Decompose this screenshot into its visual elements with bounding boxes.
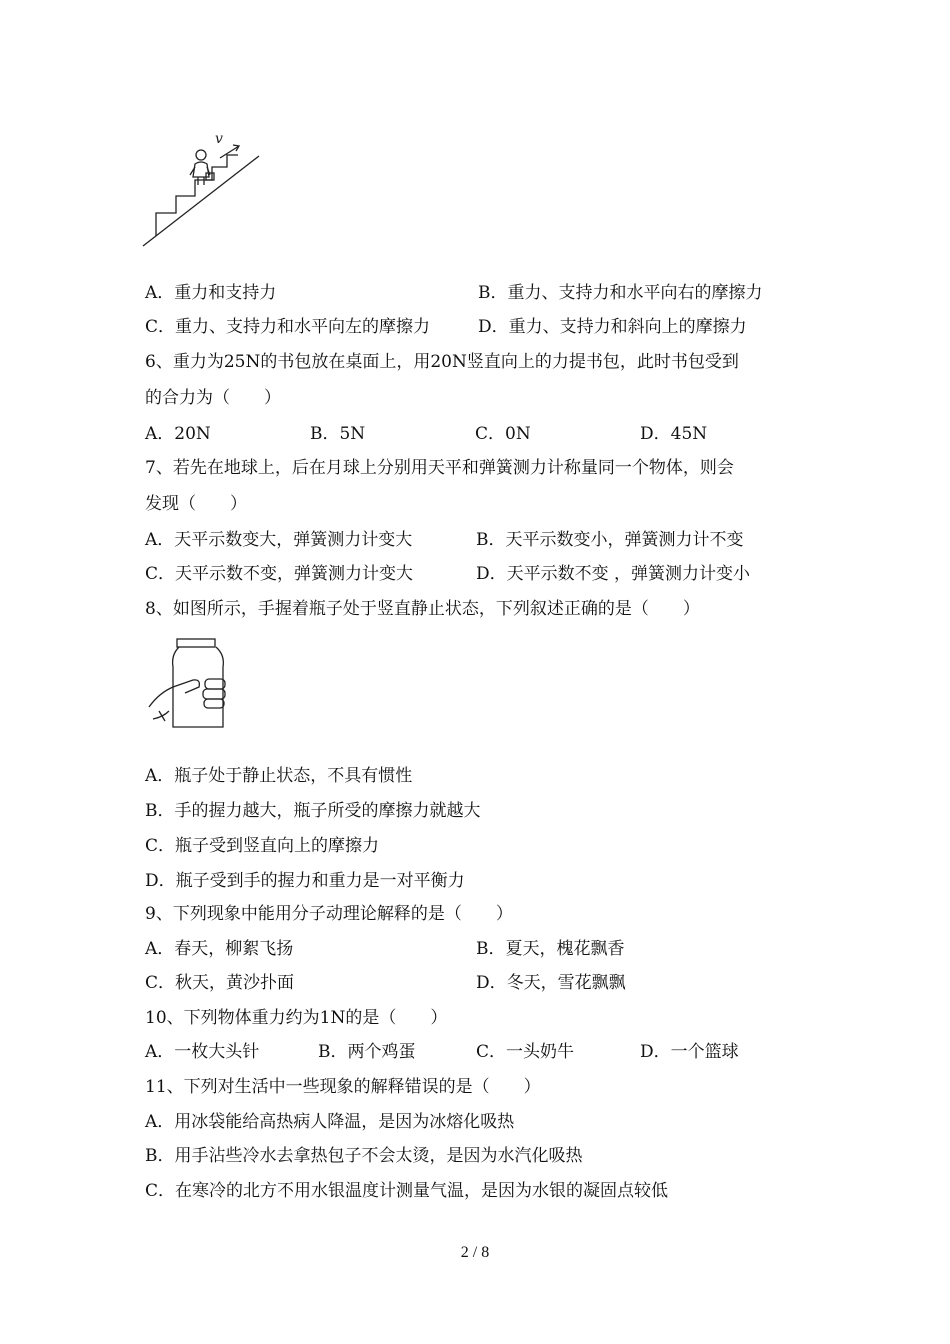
q9-option-a: A．春天，柳絮飞扬 (145, 939, 294, 959)
q11-option-c: C．在寒冷的北方不用水银温度计测量气温，是因为水银的凝固点较低 (145, 1181, 669, 1201)
q6-option-d: D．45N (640, 424, 708, 444)
q6-option-b: B．5N (310, 424, 366, 444)
q8-option-c: C．瓶子受到竖直向上的摩擦力 (145, 836, 380, 856)
q7-option-b: B．天平示数变小，弹簧测力计不变 (476, 530, 744, 550)
q11-option-b: B．用手沾些冷水去拿热包子不会太烫，是因为水汽化吸热 (145, 1146, 583, 1166)
q11-option-a: A．用冰袋能给高热病人降温，是因为冰熔化吸热 (145, 1112, 515, 1132)
q8-option-a: A．瓶子处于静止状态，不具有惯性 (145, 766, 413, 786)
q5-option-a: A．重力和支持力 (145, 283, 277, 303)
page-number: 2 / 8 (460, 1244, 490, 1261)
q5-option-d: D．重力、支持力和斜向上的摩擦力 (478, 317, 747, 337)
velocity-label: v (215, 131, 223, 147)
q10-option-b: B．两个鸡蛋 (318, 1042, 416, 1062)
q5-option-b: B．重力、支持力和水平向右的摩擦力 (478, 283, 763, 303)
q9-stem: 9、下列现象中能用分子动理论解释的是（ ） (145, 904, 513, 924)
q8-stem: 8、如图所示，手握着瓶子处于竖直静止状态，下列叙述正确的是（ ） (145, 599, 700, 619)
q8-option-d: D．瓶子受到手的握力和重力是一对平衡力 (145, 871, 465, 891)
q11-stem: 11、下列对生活中一些现象的解释错误的是（ ） (145, 1077, 541, 1097)
q7-option-d: D．天平示数不变 ，弹簧测力计变小 (476, 564, 751, 584)
hand-bottle-figure (145, 635, 235, 735)
q6-stem-line2: 的合力为（ ） (145, 388, 281, 408)
q7-option-c: C．天平示数不变，弹簧测力计变大 (145, 564, 414, 584)
q9-option-c: C．秋天，黄沙扑面 (145, 973, 295, 993)
q9-option-b: B．夏天，槐花飘香 (476, 939, 625, 959)
q9-option-d: D．冬天，雪花飘飘 (476, 973, 626, 993)
q10-stem: 10、下列物体重力约为1N的是（ ） (145, 1008, 448, 1028)
q6-option-c: C．0N (475, 424, 531, 444)
q8-option-b: B．手的握力越大，瓶子所受的摩擦力就越大 (145, 801, 481, 821)
q7-stem-line1: 7、若先在地球上，后在月球上分别用天平和弹簧测力计称量同一个物体，则会 (145, 458, 734, 478)
q10-option-a: A．一枚大头针 (145, 1042, 260, 1062)
escalator-figure (140, 125, 265, 250)
q10-option-c: C．一头奶牛 (476, 1042, 575, 1062)
q7-option-a: A．天平示数变大，弹簧测力计变大 (145, 530, 413, 550)
q6-option-a: A．20N (145, 424, 211, 444)
q6-stem-line1: 6、重力为25N的书包放在桌面上，用20N竖直向上的力提书包，此时书包受到 (145, 352, 739, 372)
q10-option-d: D．一个篮球 (640, 1042, 739, 1062)
q7-stem-line2: 发现（ ） (145, 494, 247, 514)
q5-option-c: C．重力、支持力和水平向左的摩擦力 (145, 317, 431, 337)
